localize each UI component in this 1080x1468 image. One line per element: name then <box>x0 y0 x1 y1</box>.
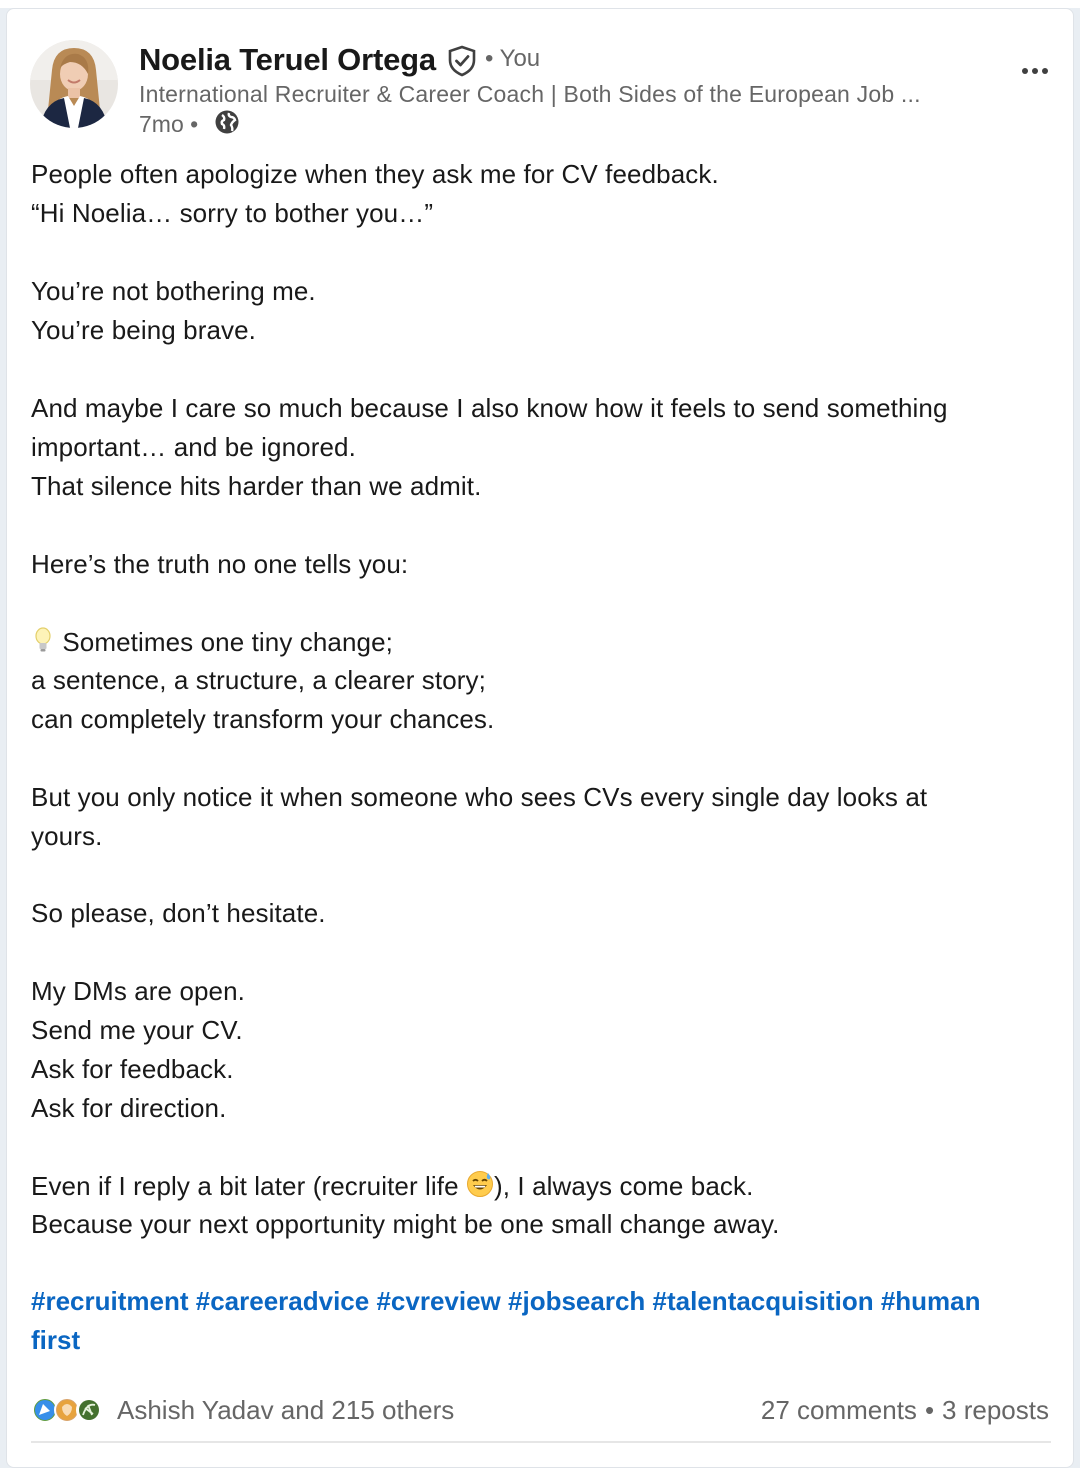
post-text-line: You’re not bothering me. <box>31 276 316 306</box>
hashtags-line <box>31 1286 981 1317</box>
post-text-line: can completely transform your chances. <box>31 704 495 734</box>
post-text-line: “Hi Noelia… sorry to bother you…” <box>31 198 434 228</box>
post-text-line: So please, don’t hesitate. <box>31 898 326 928</box>
separator-dot: • <box>190 111 199 137</box>
support-reaction-icon <box>55 1398 79 1422</box>
reactions-count[interactable]: Ashish Yadav and 215 others <box>117 1395 455 1425</box>
post-text-line: a sentence, a structure, a clearer story; <box>31 665 486 695</box>
post-card <box>6 8 1074 1468</box>
you-label: You <box>499 45 541 72</box>
author-name[interactable]: Noelia Teruel Ortega <box>139 42 436 77</box>
post-text-line: important… and be ignored. <box>31 432 356 462</box>
hashtag-link[interactable]: #human <box>880 1286 981 1316</box>
light-bulb-icon <box>31 626 55 654</box>
post-text-line: Because your next opportunity might be one small change away. <box>31 1209 780 1239</box>
relation-label <box>485 45 540 73</box>
post-time <box>139 111 198 138</box>
separator-dot: • <box>485 45 494 72</box>
author-headline: International Recruiter & Career Coach | Both Sides of the European Job ... <box>139 81 921 107</box>
post-text-line: Here’s the truth no one tells you: <box>31 549 409 579</box>
more-options-icon[interactable] <box>1013 59 1057 83</box>
post-stats <box>761 1395 1049 1426</box>
hashtag-link[interactable]: first <box>31 1325 81 1355</box>
reaction-icons[interactable] <box>31 1395 111 1425</box>
post-text-line <box>31 1170 753 1202</box>
comments-count[interactable]: 27 comments <box>760 1395 917 1425</box>
grinning-sweat-emoji-icon <box>466 1170 494 1198</box>
post-text-line: But you only notice it when someone who sees CVs every single day looks at <box>31 782 928 812</box>
post-text-line: You’re being brave. <box>31 315 256 345</box>
post-text-line <box>31 626 393 658</box>
post-text: ), I always come back. <box>494 1171 754 1201</box>
top-band <box>0 0 1080 8</box>
post-text-line: Ask for direction. <box>31 1093 227 1123</box>
globe-icon <box>214 109 240 135</box>
reposts-count[interactable]: 3 reposts <box>942 1395 1049 1425</box>
verified-shield-icon <box>447 45 477 77</box>
post-text-line: Ask for feedback. <box>31 1054 234 1084</box>
divider <box>31 1441 1051 1443</box>
post-text: Even if I reply a bit later (recruiter life <box>31 1171 459 1201</box>
post-text-line: My DMs are open. <box>31 976 246 1006</box>
post-text: Sometimes one tiny change; <box>62 627 394 657</box>
separator-dot: • <box>924 1395 935 1425</box>
hashtag-link[interactable]: #jobsearch <box>508 1286 646 1316</box>
hashtag-link[interactable]: #cvreview <box>376 1286 501 1316</box>
hashtag-link[interactable]: #careeradvice <box>195 1286 370 1316</box>
post-text-line: People often apologize when they ask me for CV feedback. <box>31 159 719 189</box>
author-avatar[interactable] <box>30 40 118 128</box>
post-text-line: That silence hits harder than we admit. <box>31 471 482 501</box>
post-text-line: yours. <box>31 821 103 851</box>
post-text-line: Send me your CV. <box>31 1015 243 1045</box>
post-text-line: And maybe I care so much because I also know how it feels to send something <box>31 393 948 423</box>
time-ago: 7mo <box>139 111 184 137</box>
celebrate-reaction-icon <box>33 1398 57 1422</box>
insightful-reaction-icon <box>77 1398 101 1422</box>
hashtag-link[interactable]: #talentacquisition <box>652 1286 874 1316</box>
hashtag-link[interactable]: #recruitment <box>31 1286 189 1316</box>
